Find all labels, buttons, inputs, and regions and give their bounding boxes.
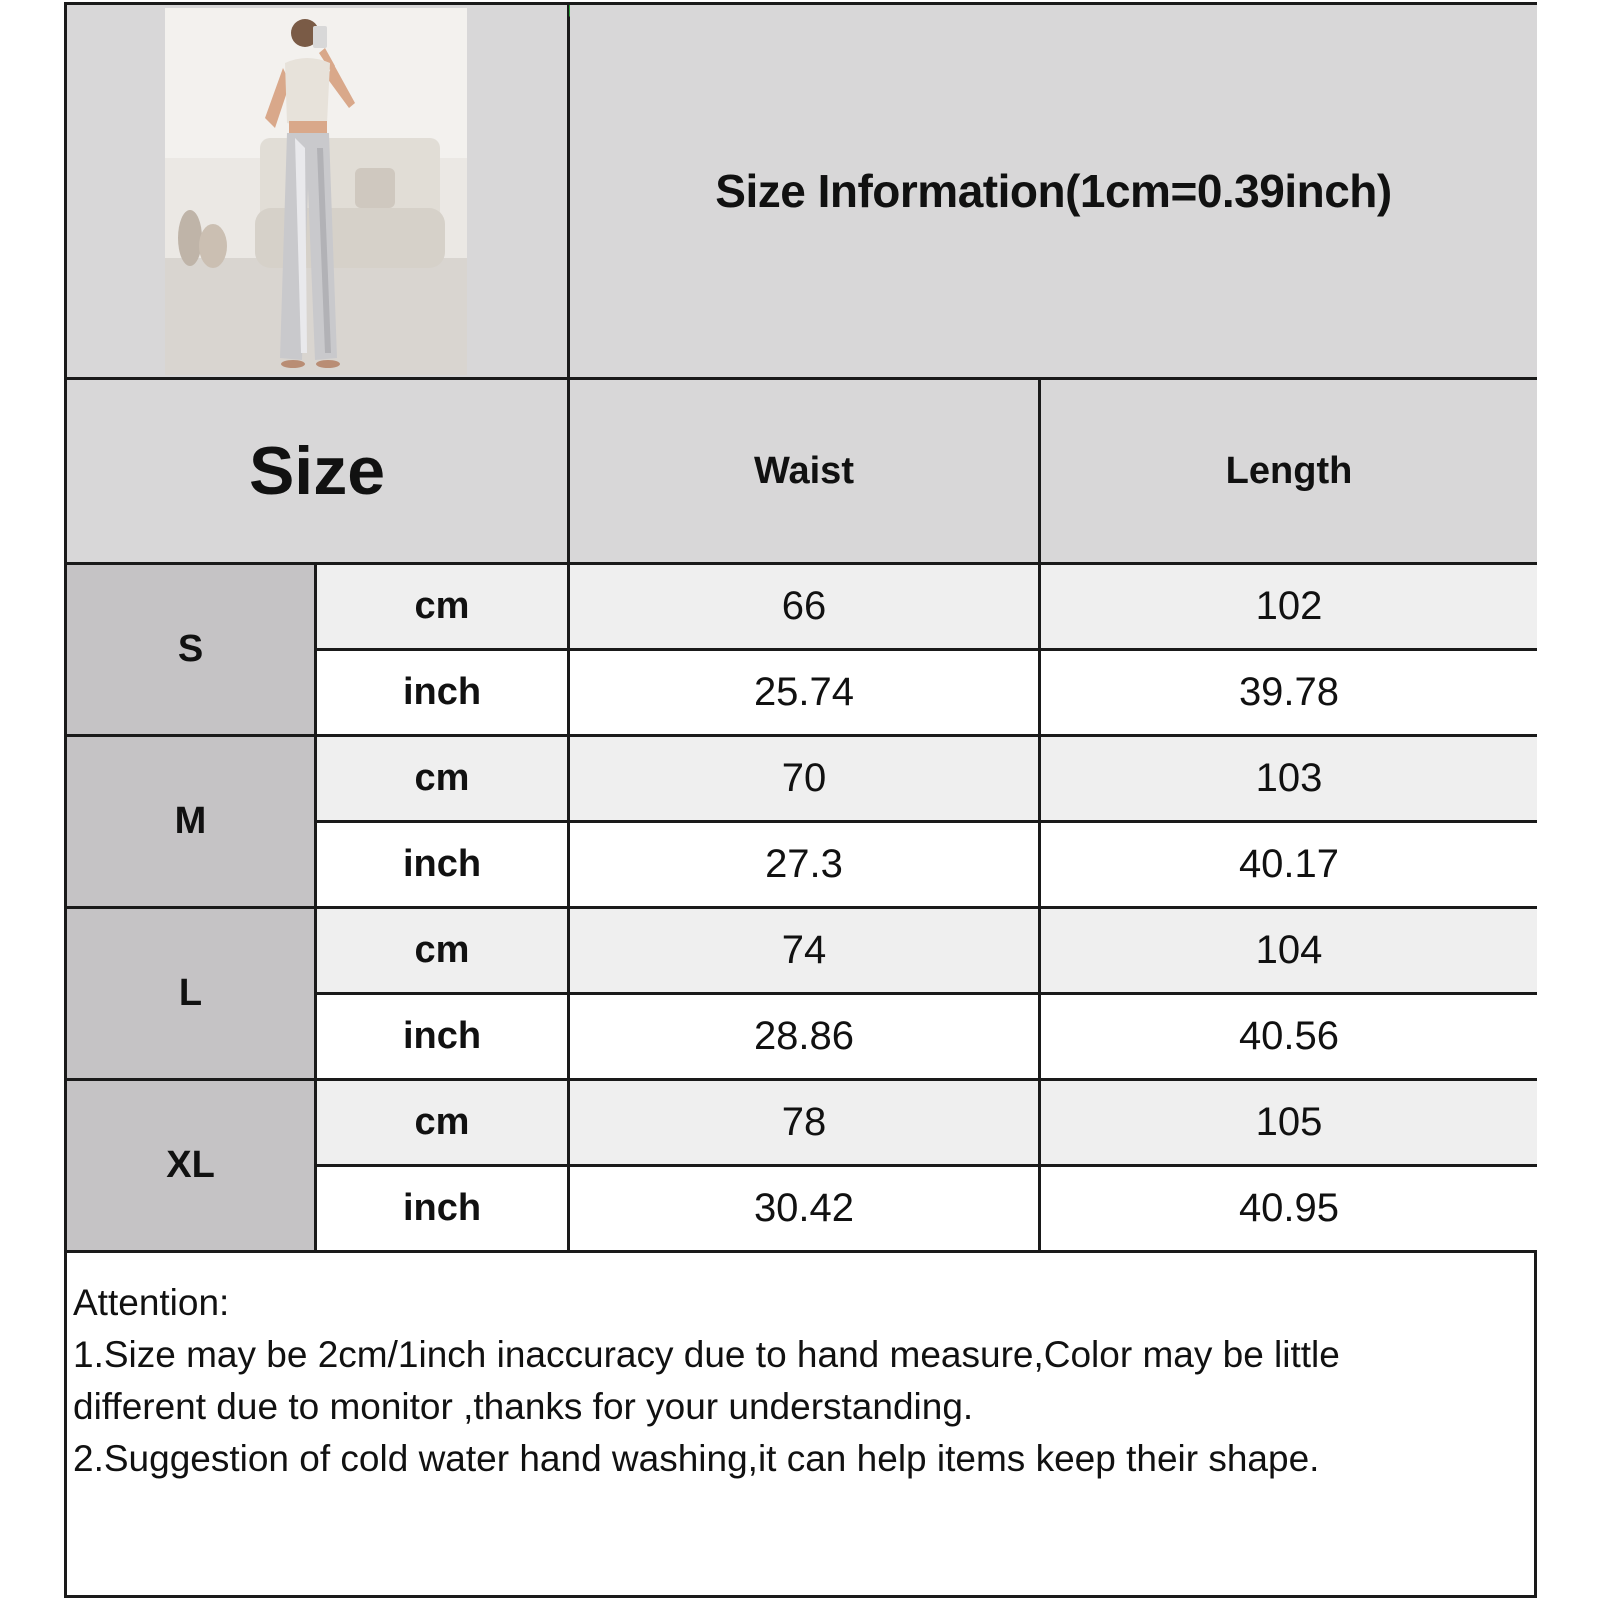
notes-line: 1.Size may be 2cm/1inch inaccuracy due to hand measure,Color may be little — [73, 1334, 1340, 1375]
value-cell — [570, 995, 1041, 1081]
waist-value: 70 — [781, 756, 827, 800]
length-header: Length — [1225, 449, 1353, 492]
value-cell — [1041, 737, 1537, 823]
product-photo — [165, 8, 467, 375]
value-cell — [1041, 995, 1537, 1081]
length-value: 40.17 — [1238, 842, 1340, 886]
value-cell — [1041, 823, 1537, 909]
unit-label: cm — [414, 585, 470, 627]
length-value: 40.95 — [1238, 1186, 1340, 1230]
value-cell — [1041, 1081, 1537, 1167]
value-cell — [1041, 1167, 1537, 1253]
length-value: 102 — [1255, 584, 1323, 628]
unit-cell — [317, 1081, 570, 1167]
value-cell — [570, 565, 1041, 651]
size-chart — [64, 2, 1537, 1598]
unit-cell — [317, 651, 570, 737]
notes-line: 2.Suggestion of cold water hand washing,it can help items keep their shape. — [73, 1438, 1320, 1479]
value-cell — [570, 823, 1041, 909]
unit-cell — [317, 823, 570, 909]
waist-header: Waist — [754, 449, 854, 492]
title-cell — [570, 5, 1537, 380]
size-label: L — [178, 972, 203, 1014]
value-cell — [570, 909, 1041, 995]
value-cell — [570, 651, 1041, 737]
length-value: 105 — [1255, 1100, 1323, 1144]
size-label: XL — [166, 1144, 215, 1186]
unit-label: cm — [414, 757, 470, 799]
unit-label: cm — [414, 1101, 470, 1143]
unit-cell — [317, 909, 570, 995]
unit-cell — [317, 565, 570, 651]
length-value: 40.56 — [1238, 1014, 1340, 1058]
size-cell-l — [67, 909, 317, 1081]
length-value: 103 — [1255, 756, 1323, 800]
length-value: 39.78 — [1238, 670, 1340, 714]
value-cell — [570, 1081, 1041, 1167]
size-cell-xl — [67, 1081, 317, 1253]
unit-label: inch — [402, 1015, 482, 1057]
notes-line: different due to monitor ,thanks for your understanding. — [73, 1386, 974, 1427]
unit-label: cm — [414, 929, 470, 971]
length-header-cell — [1041, 380, 1537, 565]
waist-value: 27.3 — [765, 842, 843, 886]
waist-value: 25.74 — [753, 670, 855, 714]
value-cell — [570, 737, 1041, 823]
size-header-cell — [67, 380, 570, 565]
unit-cell — [317, 1167, 570, 1253]
waist-header-cell — [570, 380, 1041, 565]
waist-value: 28.86 — [753, 1014, 855, 1058]
size-cell-s — [67, 565, 317, 737]
model-photo-icon — [165, 8, 467, 375]
photo-cell — [67, 5, 570, 380]
page-title: Size Information(1cm=0.39inch) — [715, 165, 1392, 217]
waist-value: 30.42 — [753, 1186, 855, 1230]
unit-cell — [317, 737, 570, 823]
notes-heading: Attention: — [73, 1282, 230, 1323]
unit-label: inch — [402, 1187, 482, 1229]
size-label: S — [177, 628, 204, 670]
value-cell — [1041, 651, 1537, 737]
unit-label: inch — [402, 843, 482, 885]
size-header: Size — [248, 433, 386, 509]
value-cell — [1041, 565, 1537, 651]
waist-value: 78 — [781, 1100, 827, 1144]
value-cell — [1041, 909, 1537, 995]
attention-notes — [73, 1277, 1523, 1485]
size-label: M — [174, 800, 207, 842]
waist-value: 66 — [781, 584, 827, 628]
size-cell-m — [67, 737, 317, 909]
waist-value: 74 — [781, 928, 827, 972]
unit-label: inch — [402, 671, 482, 713]
unit-cell — [317, 995, 570, 1081]
length-value: 104 — [1255, 928, 1323, 972]
value-cell — [570, 1167, 1041, 1253]
